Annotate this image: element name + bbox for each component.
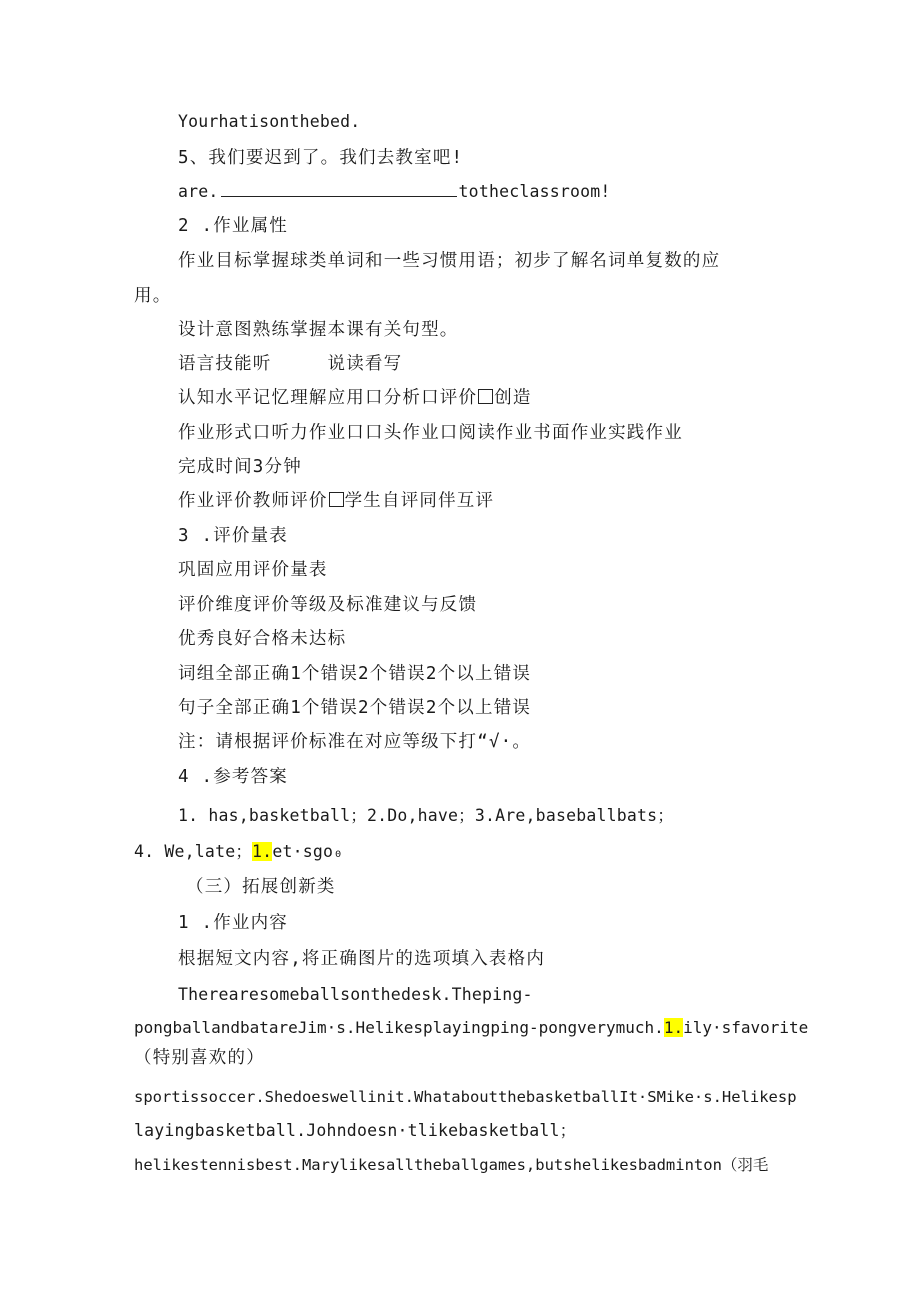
answer-line: 1. has,basketball；2.Do,have；3.Are,baseballbats； <box>178 806 674 825</box>
passage-line: （特别喜欢的） <box>134 1048 265 1068</box>
text-span: totheclassroom! <box>458 182 611 201</box>
text-line: 句子全部正确1个错误2个错误2个以上错误 <box>178 698 532 718</box>
text-span: are. <box>178 182 219 201</box>
section-heading: （三）拓展创新类 <box>186 877 336 897</box>
section-heading: 4 .参考答案 <box>178 767 289 787</box>
passage-line: layingbasketball.Johndoesn·tlikebasketball； <box>134 1121 577 1140</box>
text-line: Yourhatisonthebed. <box>178 112 361 131</box>
text-line: 评价维度评价等级及标准建议与反馈 <box>178 595 478 615</box>
text-span: 说读看写 <box>327 354 403 374</box>
question-5: 5、我们要迟到了。我们去教室吧! <box>178 148 464 168</box>
text-line: 巩固应用评价量表 <box>178 560 328 580</box>
text-span: 语言技能听 <box>178 354 272 374</box>
section-heading: 3 .评价量表 <box>178 526 289 546</box>
answer-line <box>134 840 343 864</box>
text-line: 作业目标掌握球类单词和一些习惯用语；初步了解名词单复数的应 <box>178 251 721 271</box>
text-span: 4. We,late； <box>134 842 253 861</box>
passage-line <box>134 1016 808 1040</box>
text-span: et·sgo₀ <box>272 842 344 861</box>
text-line: 优秀良好合格未达标 <box>178 629 347 649</box>
text-line: 设计意图熟练掌握本课有关句型。 <box>178 320 459 340</box>
text-line: 词组全部正确1个错误2个错误2个以上错误 <box>178 664 532 684</box>
text-span: pongballandbatareJim·s.Helikesplayingping-pongverymuch. <box>134 1018 664 1037</box>
answer-blank-line <box>178 180 611 204</box>
text-line: 注：请根据评价标准在对应等级下打“√·。 <box>178 732 532 752</box>
text-line <box>178 489 494 513</box>
passage-line: Therearesomeballsonthedesk.Theping- <box>178 985 533 1004</box>
text-line: 作业形式口听力作业口口头作业口阅读作业书面作业实践作业 <box>178 423 683 443</box>
highlighted-text: 1. <box>252 842 273 861</box>
highlighted-text: 1. <box>663 1018 684 1037</box>
checkbox-square <box>478 389 493 404</box>
text-line: 完成时间3分钟 <box>178 457 302 477</box>
text-line <box>178 386 532 410</box>
checkbox-square <box>329 492 344 507</box>
text-span: 认知水平记忆理解应用口分析口评价 <box>178 388 478 408</box>
text-line: 根据短文内容,将正确图片的选项填入表格内 <box>178 949 546 969</box>
text-span: 作业评价教师评价 <box>178 491 328 511</box>
section-heading: 2 .作业属性 <box>178 216 289 236</box>
text-line <box>178 352 402 376</box>
text-line: 用。 <box>134 286 172 306</box>
text-span: ily·sfavorite <box>683 1018 809 1037</box>
text-span: 创造 <box>494 388 532 408</box>
section-heading: 1 .作业内容 <box>178 913 289 933</box>
passage-line: sportissoccer.Shedoeswellinit.WhataboutthebasketballIt·SMike·s.Helikesp <box>134 1088 797 1106</box>
passage-line: helikestennisbest.Marylikesalltheballgames,butshelikesbadminton（羽毛 <box>134 1156 769 1174</box>
text-span: 学生自评同伴互评 <box>344 491 495 511</box>
fill-blank <box>221 182 457 197</box>
